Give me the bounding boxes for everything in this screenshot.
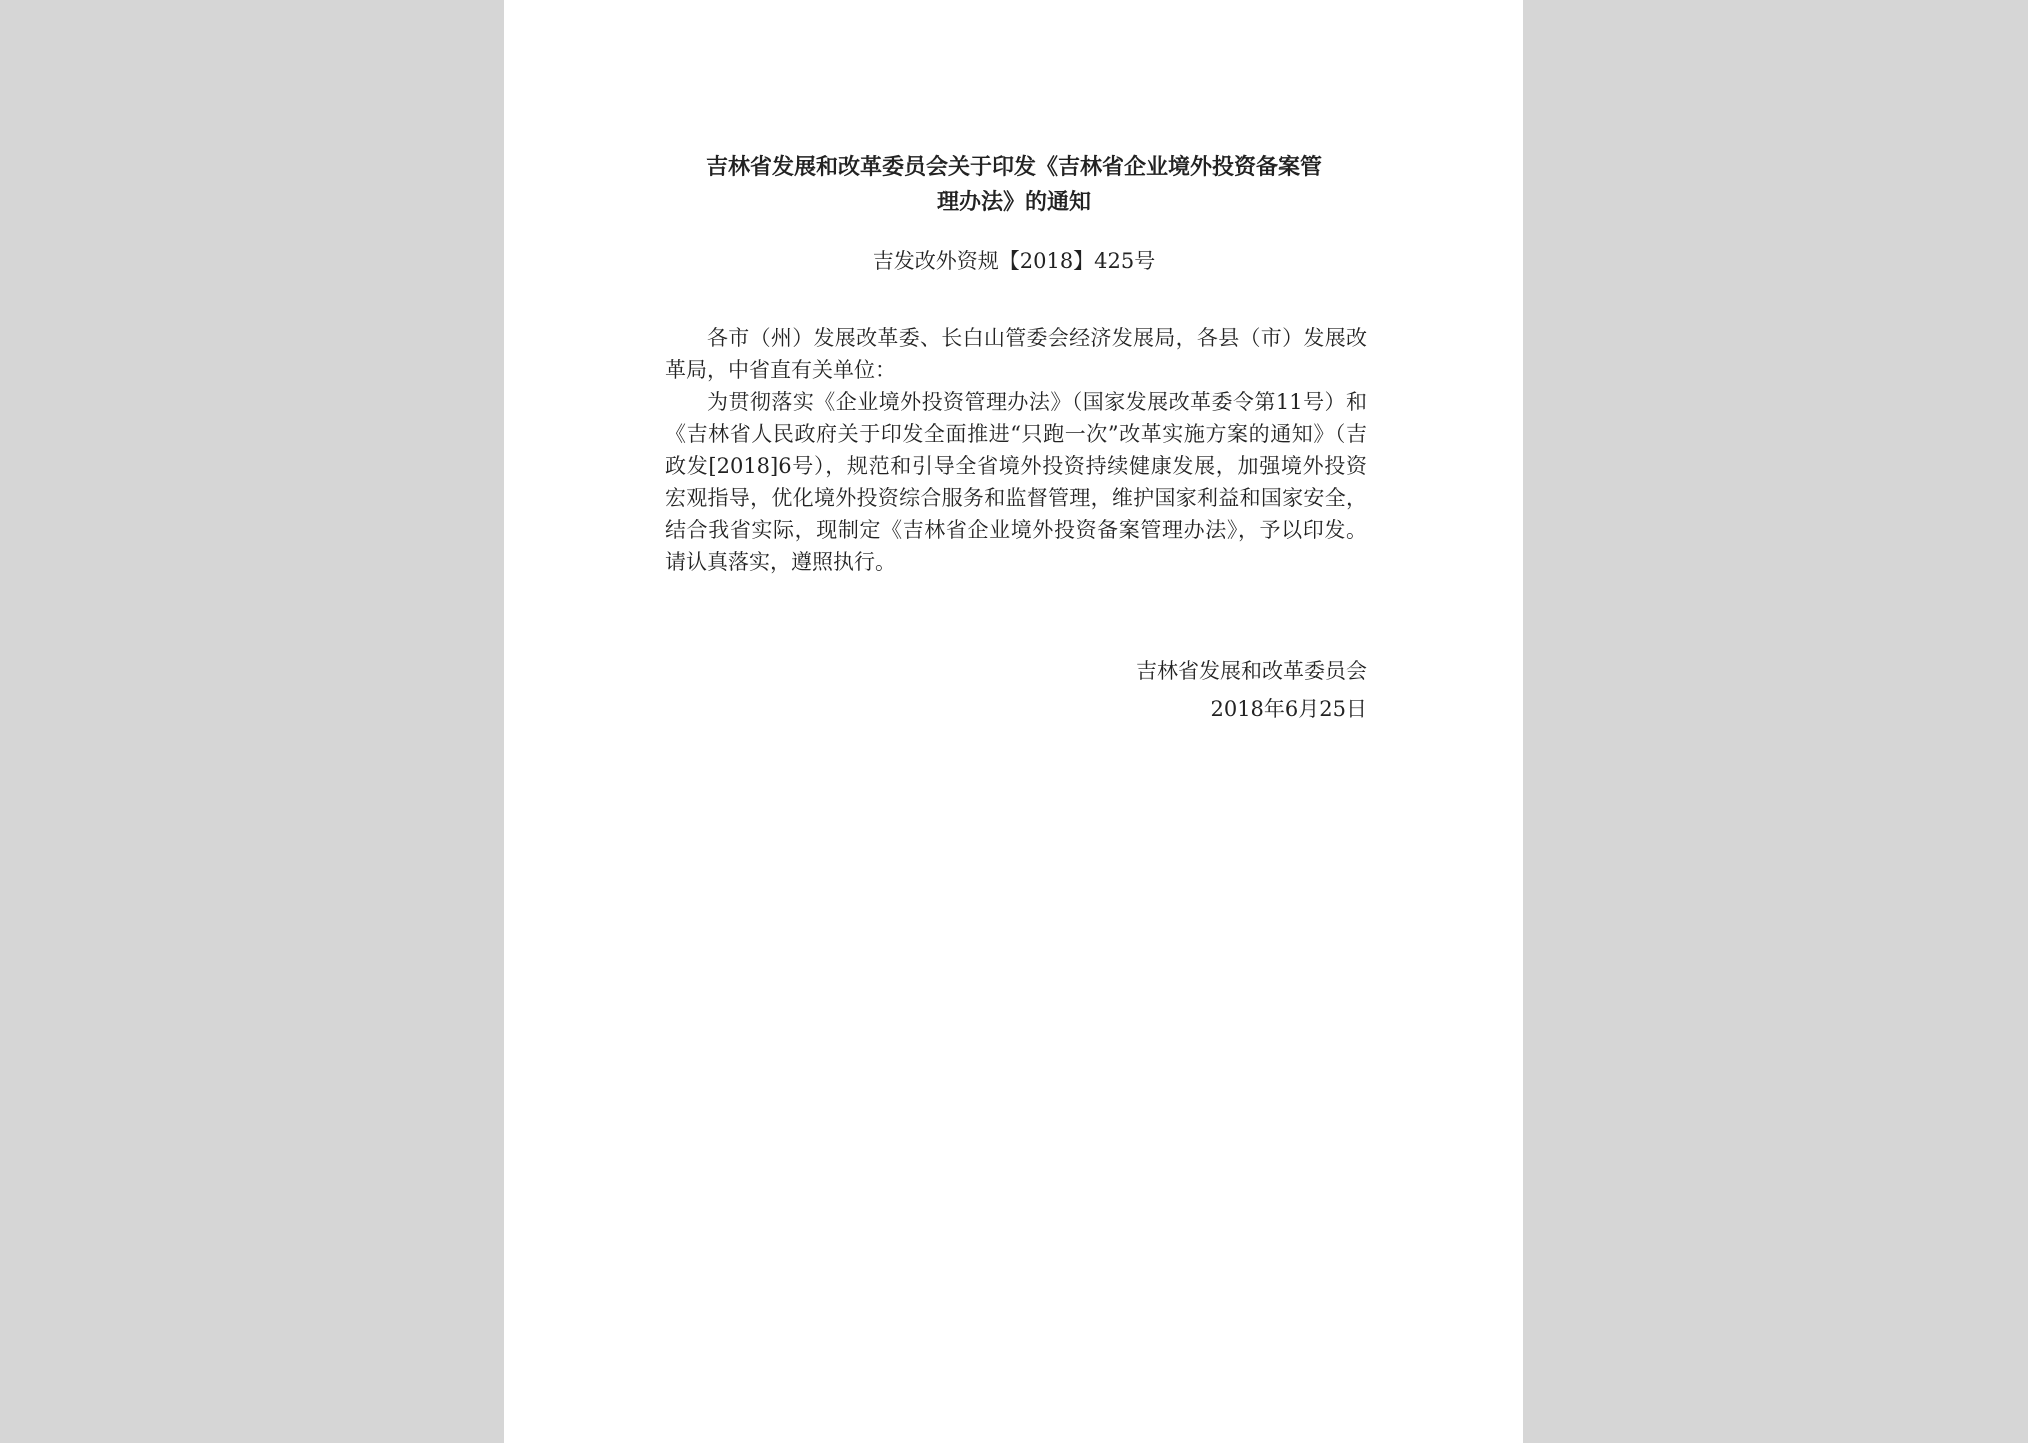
document-number: 吉发改外资规【2018】425号 — [872, 249, 1156, 273]
main-paragraph: 为贯彻落实《企业境外投资管理办法》（国家发展改革委令第11号）和《吉林省人民政府关于印发全面推进“只跑一次”改革实施方案的通知》（吉政发[2018]6号），规范和引导全省境外投资持续健康发展，加强境外投资宏观指导，优化境外投资综合服务和监督管理，维护国家利益和国家安全，结合我省实际，现制定《吉林省企业境外投资备案管理办法》，予以印发。请认真落实，遵照执行。 — [665, 390, 1367, 574]
document-title — [664, 150, 1364, 220]
document-page — [504, 0, 1523, 1443]
salutation-paragraph: 各市（州）发展改革委、长白山管委会经济发展局，各县（市）发展改革局，中省直有关单位： — [665, 326, 1367, 382]
signature-date: 2018年6月25日 — [1210, 697, 1367, 721]
signature-block — [1064, 652, 1367, 728]
signatory: 吉林省发展和改革委员会 — [1136, 659, 1367, 683]
document-body — [665, 322, 1367, 578]
title-line-1: 吉林省发展和改革委员会关于印发《吉林省企业境外投资备案管 — [705, 155, 1322, 180]
title-line-2: 理办法》的通知 — [936, 190, 1091, 215]
